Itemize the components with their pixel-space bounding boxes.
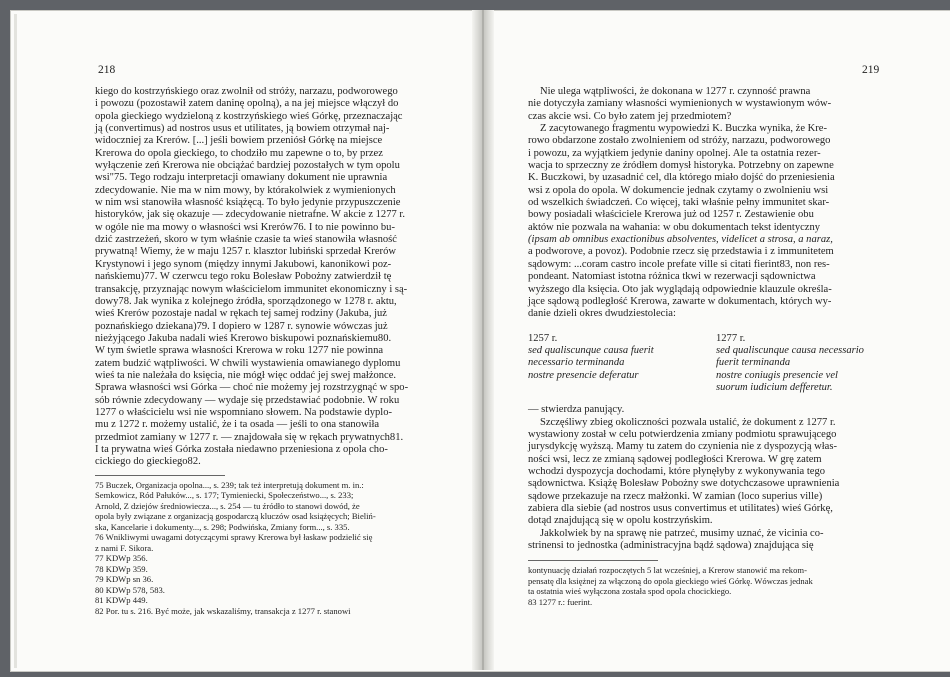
text-line: historyków, jak się okazuje — zdecydowanie nietrafne. W akcie z 1277 r. [95,209,405,221]
text-line: sądownictwa. Książę Bolesław Pobożny swe dotychczasowe uprawnienia [528,478,840,490]
clause-line: nostre presencie deferatur [528,369,639,381]
text-line: Szczęśliwy zbieg okoliczności pozwala ustalić, że dokument z 1277 r. [540,416,836,428]
text-line: ją (convertimus) ad nostros usus et utilitates, ją bowiem otrzymał naj- [95,123,390,135]
text-line: Jakkolwiek by na sprawę nie patrzeć, musimy uznać, że vicinia co- [540,527,824,539]
text-line: zatem budzić wątpliwości. W chwili wystawienia omawianego dyplomu [95,357,401,369]
text-line: danie dzieli okres dwudziestolecia: [528,308,676,320]
text-line: sądowym: ...coram castro incole prefate ville si citati fierint83, non res- [528,258,830,270]
text-line: I ta prywatna wieś Górka została niedawno przeniesiona z opola cho- [95,443,388,455]
footnote-line: pensatę dla księżnej za włączoną do opola gieckiego wieś Górkę. Wówczas jednak [528,575,813,586]
text-line: Z zacytowanego fragmentu wypowiedzi K. Buczka wynika, że Kre- [540,123,827,135]
footnote-line: z nami F. Sikora. [95,542,154,553]
footnote-rule [528,560,658,561]
text-line: wsi z opola do opola. W dokumencie jednak czytamy o zwolnieniu wsi [528,184,829,196]
left-body-text [95,86,443,469]
text-line: wystawiony został w celu potwierdzenia zmiany podmiotu sprawującego [528,428,837,440]
text-line: wchodzi dyspozycja dochodami, które płynęłyby z wykonywania tego [528,465,825,477]
text-line: ności wsi, lecz ze zmianą sądowej podległości Krerowa. W grę zatem [528,453,822,465]
text-line: K. Buczkowi, by uzasadnić cel, dla którego miało dojść do przeniesienia [528,172,835,184]
footnote-line: kontynuację działań rozpoczętych 5 lat wcześniej, a Krerow stanowić ma rekom- [528,565,807,576]
right-page-number: 219 [862,64,880,76]
text-line: dzić zastrzeżeń, skoro w tym właśnie czasie ta wieś stanowiła własność [95,234,397,246]
right-footnotes [528,560,880,607]
footnote-line: 83 1277 r.: fuerint. [528,596,593,607]
right-body-text-continued [528,404,880,552]
text-line: jurysdykcję wyższą. Mamy tu zatem do czynienia nie z dyspozycją włas- [528,441,837,453]
text-line: rowo obdarzone zostało zwolnieniem od stróży, narzazu, podworowego [528,135,831,147]
text-line: i powozu, za wyjątkiem jedynie daniny opolnej. Ale ta ostatnia rezer- [528,147,821,159]
text-line: opola gieckiego wydzieloną z kostrzyńskiego wieś Górkę, przeznaczając [95,110,403,122]
clause-line: nostre coniugis presencie vel [716,369,838,381]
text-line: wyższego dla księcia. Oto jak wyglądają odpowiednie klauzule określa- [528,283,832,295]
clause-line: sed qualiscunque causa fuerit [528,344,654,356]
footnote-line: opola były związane z organizacją gospodarczą kluczów osad książęcych; Bieliń- [95,511,376,522]
text-line: prywatną! Wiemy, że w maju 1257 r. klasztor lubiński sprzedał Krerów [95,246,396,258]
text-line: w ogóle nie ma mowy o własności wsi Krerów76. I to nie powinno bu- [95,221,395,233]
text-line: zdecydowanie. Nie ma w nim mowy, by którakolwiek z wymienionych [95,184,396,196]
text-line: 1277 o właścicielu wsi nie wspomniano słowem. Na podstawie dyplo- [95,406,393,418]
footnote-line: 79 KDWp sn 36. [95,574,154,585]
footnote-line: 77 KDWp 356. [95,553,148,564]
text-line: a podworove, a povoz). Podobnie rzecz się przedstawia i z immunitetem [528,246,834,258]
text-line: strinensi to jednostka (administracyjna bądź sądowa) znajdująca się [528,540,814,552]
text-line: nie dotyczyła zamiany własności wymienionych w wystawionym wów- [528,98,832,110]
footnote-rule [95,475,225,476]
text-line: sób równie zdecydowany — wydaje się przedstawiać podobnie. W roku [95,394,400,406]
clause-comparison [528,333,880,395]
left-page [95,86,443,616]
text-line: poznańskiego dziekana)79. I dopiero w 1287 r. synowie wówczas już [95,320,388,332]
text-line: aktów nie pozwala na wahania: w obu dokumentach tekst identyczny [528,221,820,233]
footnote-line: Arnold, Z dziejów średniowiecza..., s. 254 — tu źródło to stanowi dowód, że [95,500,360,511]
text-line: Nie ulega wątpliwości, że dokonana w 1277 r. czynność prawna [540,86,811,97]
text-line: cickiego do gieckiego82. [95,456,201,468]
text-line: nańskiemu)77. W czerwcu tego roku Bolesław Pobożny zatwierdził tę [95,271,392,283]
left-footnotes [95,475,443,617]
footnote-line: 82 Por. tu s. 216. Być może, jak wskazaliśmy, transakcja z 1277 r. stanowi [95,605,351,616]
clause-line: necessario terminanda [528,357,625,369]
text-line: — stwierdza panujący. [528,404,625,416]
text-line: Krystynowi i jego synom (między innymi Jakubowi, kanonikowi poz- [95,258,392,270]
left-page-number: 218 [98,64,116,76]
clause-1277 [716,333,880,395]
text-line: wyłączenie zeń Krerowa nie obciążać bardziej pozostałych w tym opolu [95,160,400,172]
footnote-line: ta ostatnia wieś wyłączona została spod opola chocickiego. [528,586,732,597]
clause-line: fuerit terminanda [716,357,791,369]
text-line: dowy78. Jak wynika z kolejnego źródła, sporządzonego w 1278 r. aktu, [95,295,397,307]
text-line: W tym świetle sprawa własności Krerowa w roku 1277 nie powinna [95,345,384,357]
text-line: od wszelkich świadczeń. Co więcej, taki właśnie pełny immunitet skar- [528,197,830,209]
text-line: wacja to sprzeczny ze źródłem domysł historyka. Potrzebny on zapewne [528,160,834,172]
text-line: przedmiot zamiany w 1277 r. — znajdowała się w rękach prywatnych81. [95,431,404,443]
footnote-line: 80 KDWp 578, 583. [95,584,165,595]
text-line: wieś ta nie należała do księcia, nie mógł więc oddać jej swej małżonce. [95,369,397,381]
text-line: wieś Krerów pozostaje nadal w rękach tej samej rodziny (Jakuba, już [95,308,387,320]
text-line: wsi"75. Tego rodzaju interpretacji omawiany dokument nie uprawnia [95,172,388,184]
text-line: Sprawa własności wsi Górka — choć nie możemy jej rozstrzygnąć w spo- [95,382,409,394]
text-line: Krerowa do opola gieckiego, to chodziło mu zapewne o to, by przez [95,147,383,159]
clause-1257 [528,333,706,395]
text-line: bowy posiadali właściciele Krerowa już od 1257 r. Zestawienie obu [528,209,814,221]
text-line: mu z 1272 r. możemy ustalić, że i ta osada — jeśli to ona stanowiła [95,419,380,431]
text-line: transakcję, przyznając nowym właścicielom immunitet ekonomiczny i są- [95,283,408,295]
footnote-line: ska, Kancelarie i dokumenty..., s. 298; Podwińska, Zmiany form..., s. 335. [95,521,350,532]
text-line: jące sądową podległość Krerowa, zawarte w dokumentach, których wy- [528,295,832,307]
text-line: czas akcie wsi. Co było zatem jej przedmiotem? [528,110,732,122]
text-line: w nim wsi stanowiła własność książęcą. To było jedynie przypuszczenie [95,197,401,209]
footnote-line: 81 KDWp 449. [95,595,148,606]
clause-line: sed qualiscunque causa necessario [716,344,864,356]
text-line: widoczniej za Krerów. [...] jeśli bowiem przeniósł Górkę na miejsce [95,135,383,147]
footnote-line: 78 KDWp 359. [95,563,148,574]
book-gutter [472,10,494,670]
text-line: i powozu (pozostawił zatem daninę opolną), a na jej miejsce włączył do [95,98,399,110]
text-line: pondeant. Natomiast istotna różnica tkwi w rezerwacji sądownictwa [528,271,816,283]
text-line: dotąd znajdującą się w opolu kostrzyńskim. [528,515,713,527]
footnote-line: 76 Wnikliwymi uwagami dotyczącymi sprawy Krerowa był łaskaw podzielić się [95,532,373,543]
right-body-text [528,86,880,321]
text-line: kiego do kostrzyńskiego oraz zwolnił od stróży, narzazu, podworowego [95,86,398,97]
text-line: sądowe przekazuje na rzecz małżonki. W zamian (loco superius ville) [528,490,823,502]
text-line: (ipsam ab omnibus exactionibus absolventes, videlicet a strosa, a naraz, [528,234,833,246]
text-line: nieżyjącego Jakuba nadali wieś Krerowo biskupowi poznańskiemu80. [95,332,392,344]
clause-year: 1277 r. [716,332,746,344]
right-page [528,86,880,607]
clause-year: 1257 r. [528,332,558,344]
clause-line: suorum iudicium defferetur. [716,381,833,393]
footnote-line: Semkowicz, Ród Pałuków..., s. 177; Tymieniecki, Społeczeństwo..., s. 233; [95,490,354,501]
text-line: zabiera dla siebie (ad nostros usus convertimus et utilitates) wieś Górkę, [528,503,833,514]
footnote-line: 75 Buczek, Organizacja opolna..., s. 239; tak też interpretują dokument m. in.: [95,479,364,490]
